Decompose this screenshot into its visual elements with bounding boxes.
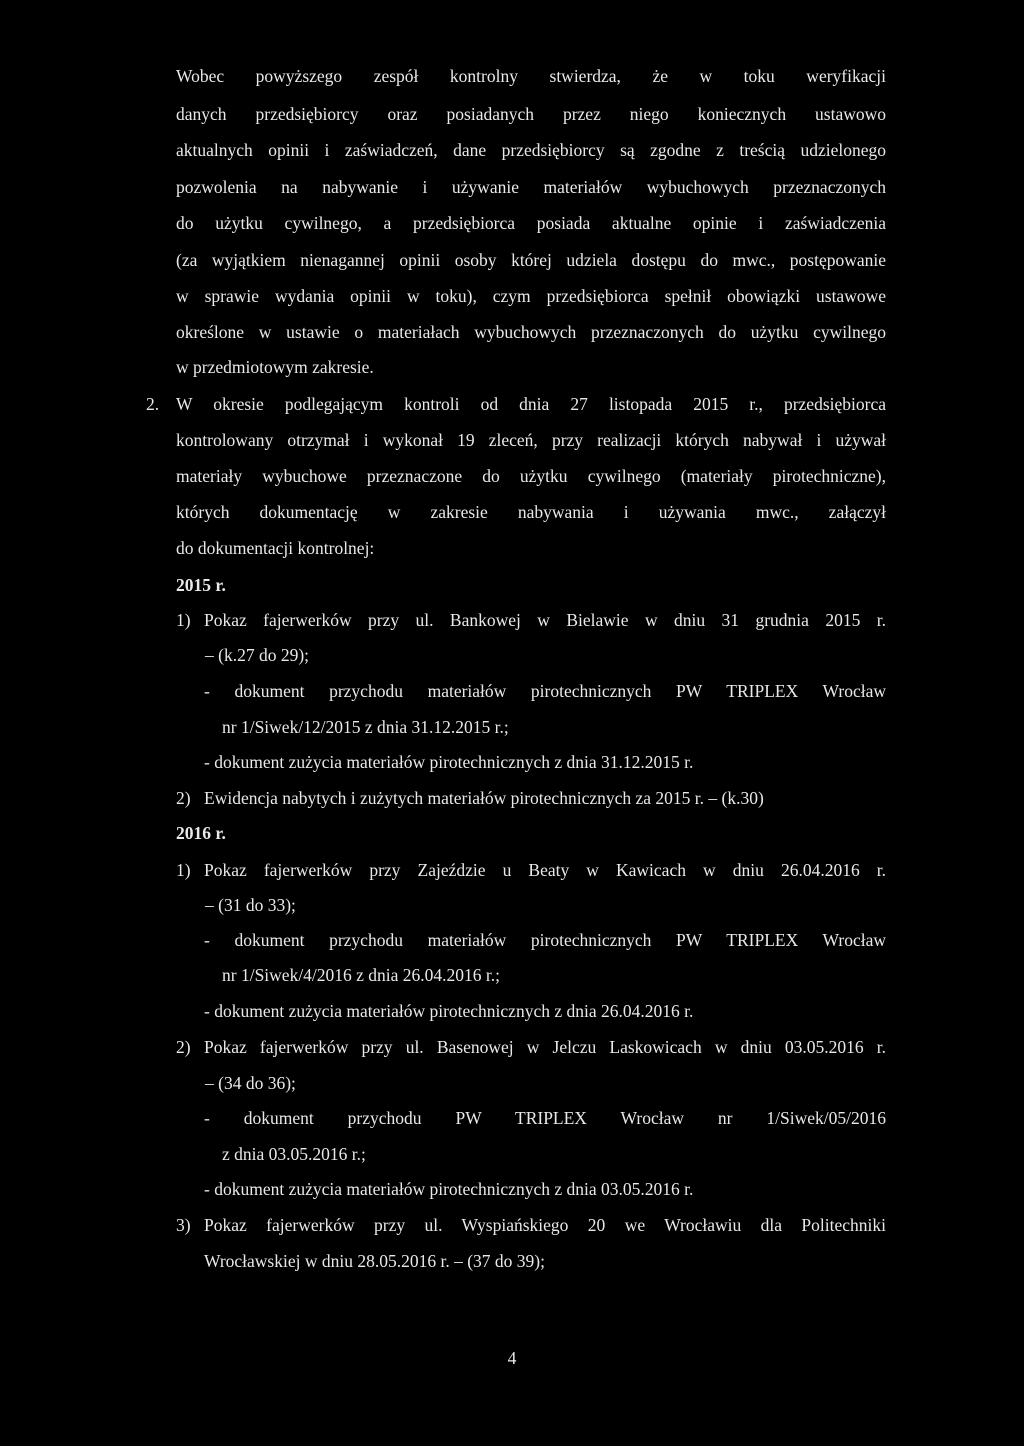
list-item-title-cont: Wrocławskiej w dniu 28.05.2016 r. – (37 do 39); (204, 1251, 545, 1271)
document-entry: - dokument przychodu materiałów pirotechnicznych PW TRIPLEX Wrocław (204, 681, 886, 701)
para1-line-2: danych przedsiębiorcy oraz posiadanych przez niego koniecznych ustawowo (176, 104, 886, 124)
para1-line-4: pozwolenia na nabywanie i używanie materiałów wybuchowych przeznaczonych (176, 177, 886, 197)
para1-line-9: w przedmiotowym zakresie. (176, 357, 374, 377)
page-number: 4 (507, 1348, 517, 1368)
para1-line-5: do użytku cywilnego, a przedsiębiorca posiada aktualne opinie i zaświadczenia (176, 213, 886, 233)
section2-line-1: W okresie podlegającym kontroli od dnia 27 listopada 2015 r., przedsiębiorca (176, 394, 886, 414)
list-item-number: 3) (176, 1215, 191, 1235)
list-item-number: 1) (176, 610, 191, 630)
para1-line-3: aktualnych opinii i zaświadczeń, dane przedsiębiorcy są zgodne z treścią udzielonego (176, 140, 886, 160)
document-entry: - dokument zużycia materiałów pirotechnicznych z dnia 31.12.2015 r. (204, 752, 694, 772)
para1-line-1: Wobec powyższego zespół kontrolny stwierdza, że w toku weryfikacji (176, 66, 886, 86)
document-entry-cont: z dnia 03.05.2016 r.; (222, 1144, 366, 1164)
para1-line-6: (za wyjątkiem nienagannej opinii osoby której udziela dostępu do mwc., postępowanie (176, 250, 886, 270)
list-item-number: 2) (176, 1037, 191, 1057)
list-item-title: Ewidencja nabytych i zużytych materiałów pirotechnicznych za 2015 r. – (k.30) (204, 788, 764, 808)
list-item-title: Pokaz fajerwerków przy ul. Bankowej w Bielawie w dniu 31 grudnia 2015 r. (204, 610, 886, 630)
document-entry: - dokument zużycia materiałów pirotechnicznych z dnia 26.04.2016 r. (204, 1001, 694, 1021)
list-item-title: Pokaz fajerwerków przy ul. Wyspiańskiego 20 we Wrocławiu dla Politechniki (204, 1215, 886, 1235)
section2-number: 2. (146, 394, 160, 414)
document-entry-cont: nr 1/Siwek/4/2016 z dnia 26.04.2016 r.; (222, 965, 501, 985)
section2-line-4: których dokumentację w zakresie nabywania i używania mwc., załączył (176, 502, 886, 522)
list-item-pages: – (k.27 do 29); (205, 645, 310, 665)
list-item-title: Pokaz fajerwerków przy ul. Basenowej w Jelczu Laskowicach w dniu 03.05.2016 r. (204, 1037, 886, 1057)
para1-line-7: w sprawie wydania opinii w toku), czym przedsiębiorca spełnił obowiązki ustawowe (176, 286, 886, 306)
list-item-title: Pokaz fajerwerków przy Zajeździe u Beaty w Kawicach w dniu 26.04.2016 r. (204, 860, 886, 880)
year-2016-heading: 2016 r. (176, 823, 226, 843)
document-entry: - dokument zużycia materiałów pirotechnicznych z dnia 03.05.2016 r. (204, 1179, 694, 1199)
section2-line-3: materiały wybuchowe przeznaczone do użytku cywilnego (materiały pirotechniczne), (176, 466, 886, 486)
year-2015-heading: 2015 r. (176, 575, 226, 595)
section2-line-5: do dokumentacji kontrolnej: (176, 538, 375, 558)
list-item-pages: – (34 do 36); (205, 1073, 296, 1093)
document-entry-cont: nr 1/Siwek/12/2015 z dnia 31.12.2015 r.; (222, 717, 509, 737)
para1-line-8: określone w ustawie o materiałach wybuchowych przeznaczonych do użytku cywilnego (176, 322, 886, 342)
list-item-number: 2) (176, 788, 191, 808)
document-entry: - dokument przychodu materiałów pirotechnicznych PW TRIPLEX Wrocław (204, 930, 886, 950)
list-item-pages: – (31 do 33); (205, 895, 296, 915)
document-entry: - dokument przychodu PW TRIPLEX Wrocław nr 1/Siwek/05/2016 (204, 1108, 886, 1128)
section2-line-2: kontrolowany otrzymał i wykonał 19 zleceń, przy realizacji których nabywał i używał (176, 430, 886, 450)
list-item-number: 1) (176, 860, 191, 880)
